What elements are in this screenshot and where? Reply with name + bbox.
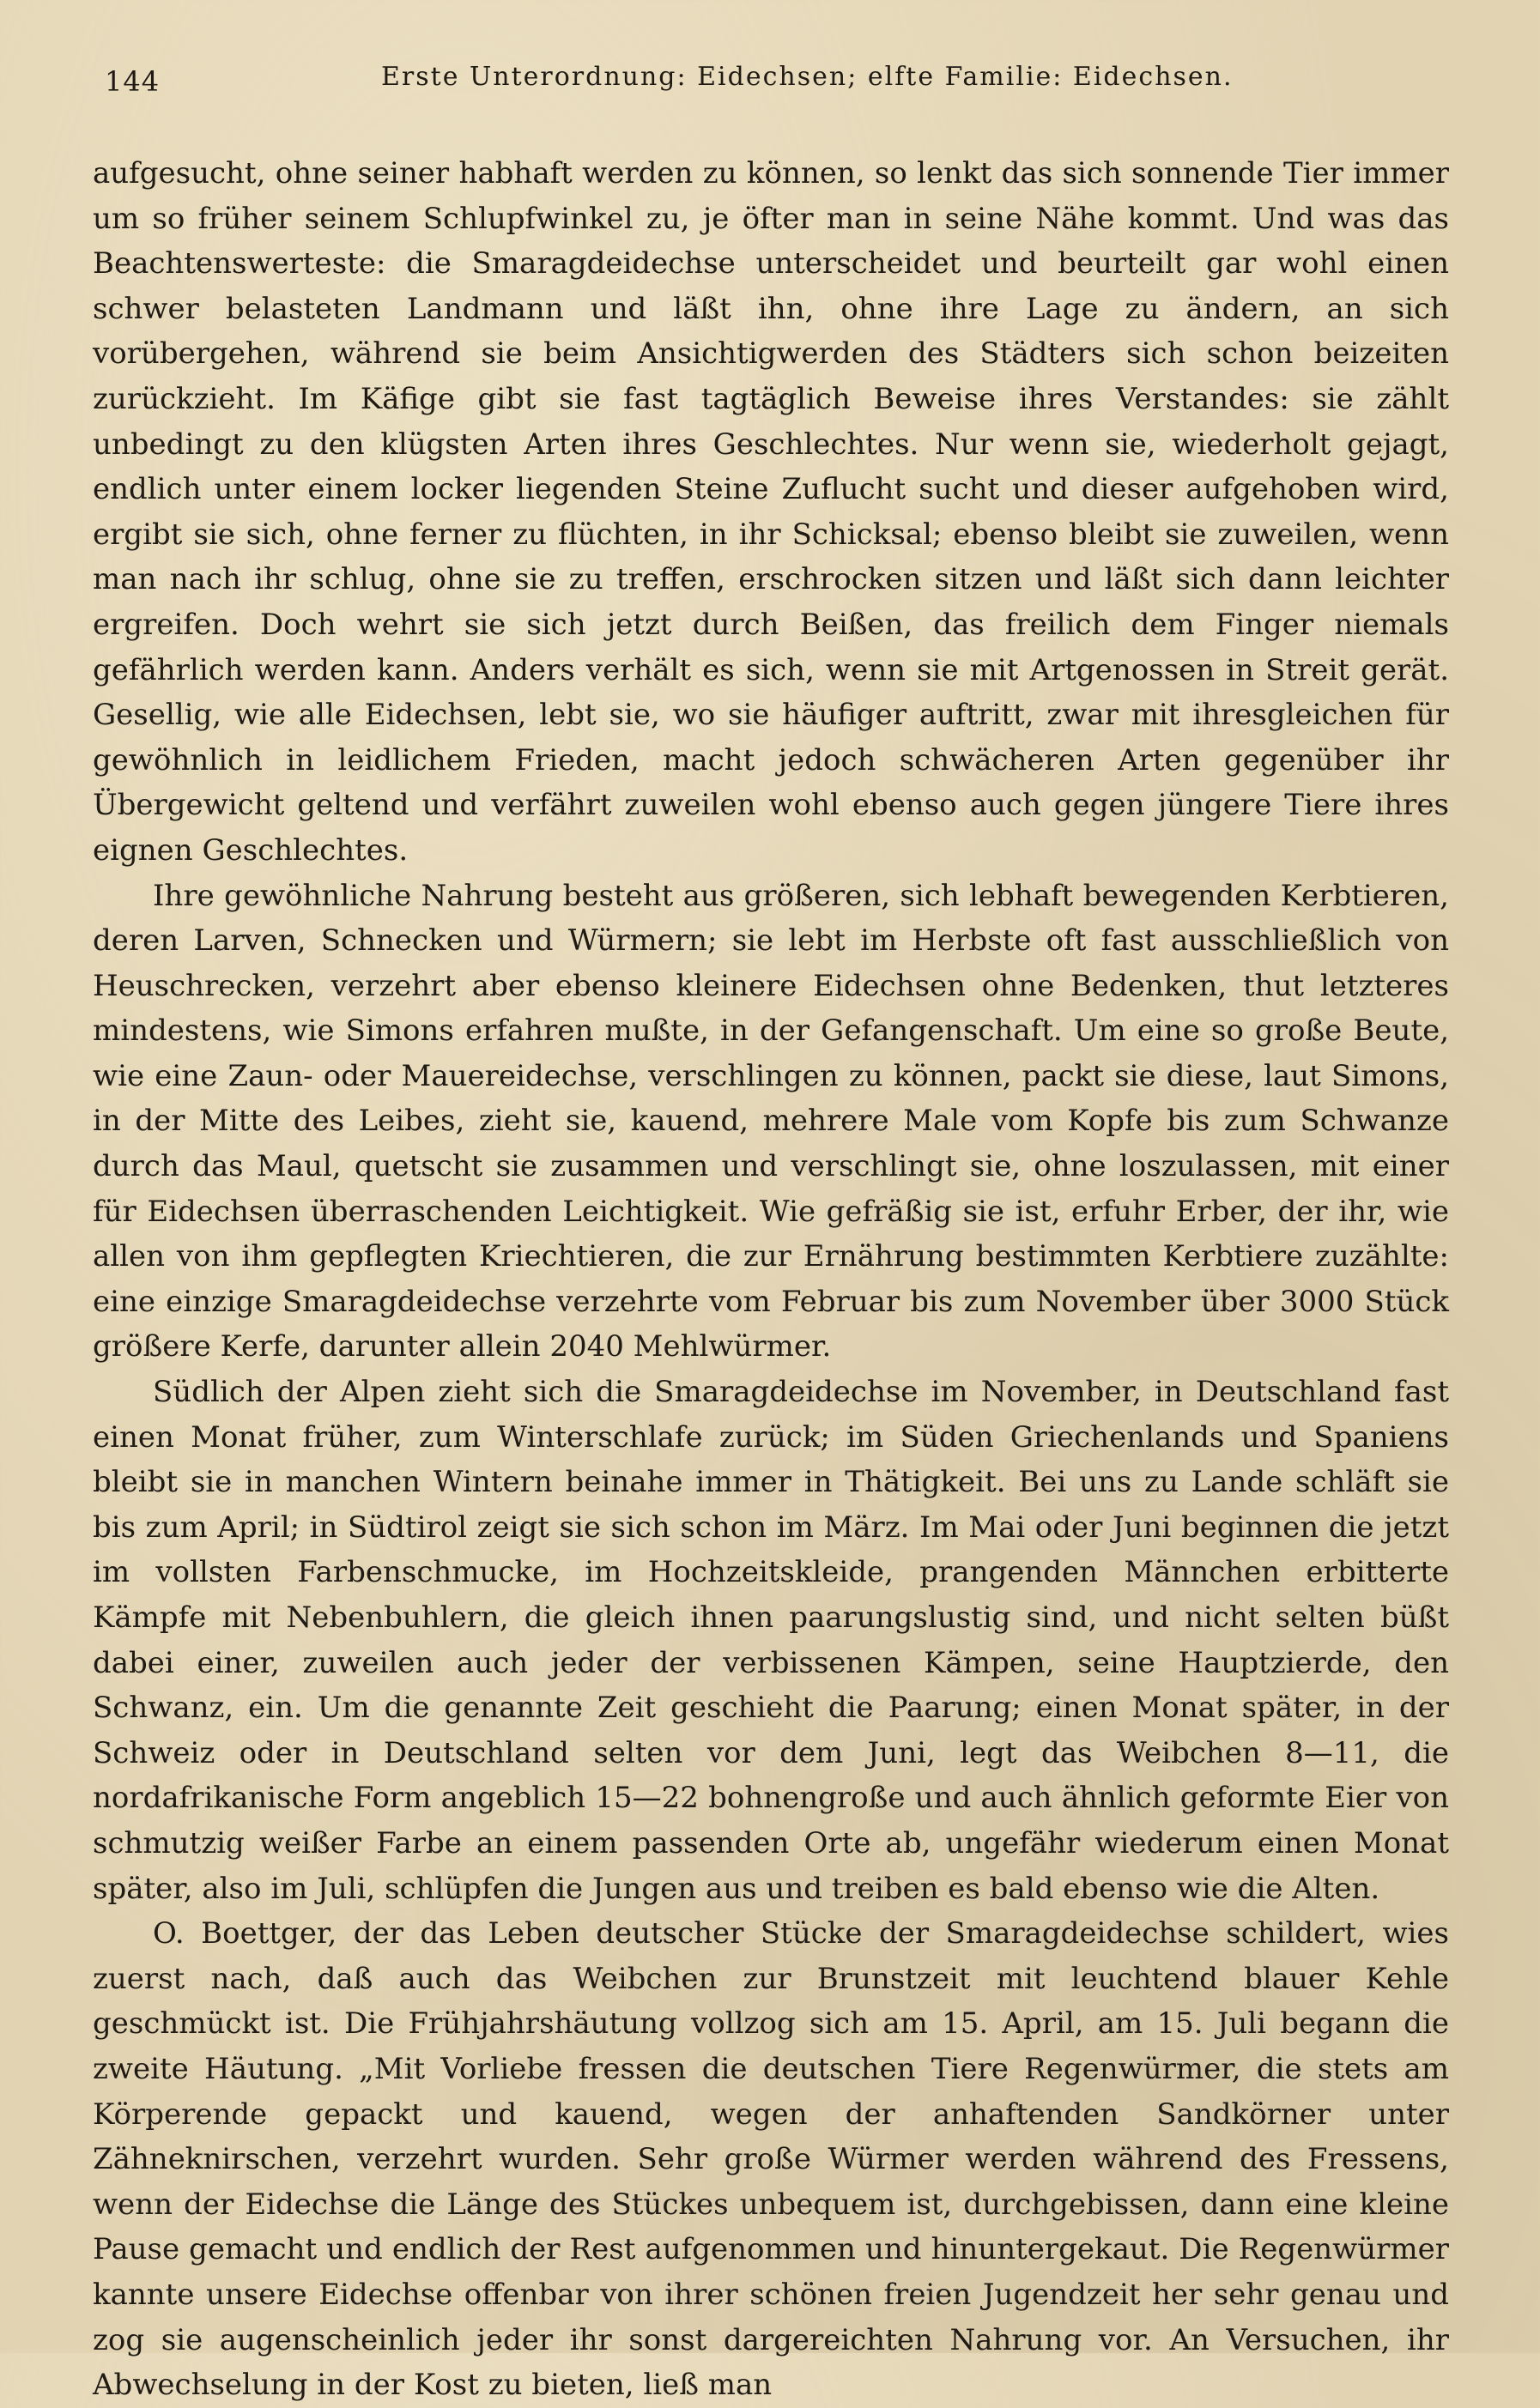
paragraph-2: Ihre gewöhnliche Nahrung besteht aus größeren, sich lebhaft bewegenden Kerbtieren, deren Larven, Schnecken und Würmern; sie lebt im Herbste oft fast ausschließlich von Heuschrecken, verzehrt aber ebenso kleinere Eidechsen ohne Bedenken, thut letzteres mindestens, wie Simons erfahren mußte, in der Gefangenschaft. Um eine so große Beute, wie eine Zaun- oder Mauereidechse, verschlingen zu können, packt sie diese, laut Simons, in der Mitte des Leibes, zieht sie, kauend, mehrere Male vom Kopfe bis zum Schwanze durch das Maul, quetscht sie zusammen und verschlingt sie, ohne loszulassen, mit einer für Eidechsen überraschenden Leichtigkeit. Wie gefräßig sie ist, erfuhr Erber, der ihr, wie allen von ihm gepflegten Kriechtieren, die zur Ernährung bestimmten Kerbtiere zuzählte: eine einzige Smaragdeidechse verzehrte vom Februar bis zum November über 3000 Stück größere Kerfe, darunter allein 2040 Mehlwürmer. <box>93 878 1449 1364</box>
running-head: Erste Unterordnung: Eidechsen; elfte Familie: Eidechsen. <box>381 62 1234 92</box>
body-text <box>93 151 1449 2408</box>
page-header <box>93 53 1449 98</box>
paragraph-3: Südlich der Alpen zieht sich die Smaragdeidechse im November, in Deutschland fast einen Monat früher, zum Winterschlafe zurück; im Süden Griechenlands und Spaniens bleibt sie in manchen Wintern beinahe immer in Thätigkeit. Bei uns zu Lande schläft sie bis zum April; in Südtirol zeigt sie sich schon im März. Im Mai oder Juni beginnen die jetzt im vollsten Farbenschmucke, im Hochzeitskleide, prangenden Männchen erbitterte Kämpfe mit Nebenbuhlern, die gleich ihnen paarungslustig sind, und nicht selten büßt dabei einer, zuweilen auch jeder der verbissenen Kämpen, seine Hauptzierde, den Schwanz, ein. Um die genannte Zeit geschieht die Paarung; einen Monat später, in der Schweiz oder in Deutschland selten vor dem Juni, legt das Weibchen 8—11, die nordafrikanische Form angeblich 15—22 bohnengroße und auch ähnlich geformte Eier von schmutzig weißer Farbe an einem passenden Orte ab, ungefähr wiederum einen Monat später, also im Juli, schlüpfen die Jungen aus und treiben es bald ebenso wie die Alten. <box>93 1375 1449 1906</box>
paragraph-1: aufgesucht, ohne seiner habhaft werden zu können, so lenkt das sich sonnende Tier immer um so früher seinem Schlupfwinkel zu, je öfter man in seine Nähe kommt. Und was das Beachtenswerteste: die Smaragdeidechse unterscheidet und beurteilt gar wohl einen schwer belasteten Landmann und läßt ihn, ohne ihre Lage zu ändern, an sich vorübergehen, während sie beim Ansichtigwerden des Städters sich schon beizeiten zurückzieht. Im Käfige gibt sie fast tagtäglich Beweise ihres Verstandes: sie zählt unbedingt zu den klügsten Arten ihres Geschlechtes. Nur wenn sie, wiederholt gejagt, endlich unter einem locker liegenden Steine Zuflucht sucht und dieser aufgehoben wird, ergibt sie sich, ohne ferner zu flüchten, in ihr Schicksal; ebenso bleibt sie zuweilen, wenn man nach ihr schlug, ohne sie zu treffen, erschrocken sitzen und läßt sich dann leichter ergreifen. Doch wehrt sie sich jetzt durch Beißen, das freilich dem Finger niemals gefährlich werden kann. Anders verhält es sich, wenn sie mit Artgenossen in Streit gerät. Gesellig, wie alle Eidechsen, lebt sie, wo sie häufiger auftritt, zwar mit ihresgleichen für gewöhnlich in leidlichem Frieden, macht jedoch schwächeren Arten gegenüber ihr Übergewicht geltend und verfährt zuweilen wohl ebenso auch gegen jüngere Tiere ihres eignen Geschlechtes. <box>93 156 1449 868</box>
page-number: 144 <box>105 65 161 98</box>
paragraph-4: O. Boettger, der das Leben deutscher Stücke der Smaragdeidechse schildert, wies zuerst nach, daß auch das Weibchen zur Brunstzeit mit leuchtend blauer Kehle geschmückt ist. Die Frühjahrshäutung vollzog sich am 15. April, am 15. Juli begann die zweite Häutung. „Mit Vorliebe fressen die deutschen Tiere Regenwürmer, die stets am Körperende gepackt und kauend, wegen der anhaftenden Sandkörner unter Zähneknirschen, verzehrt wurden. Sehr große Würmer werden während des Fressens, wenn der Eidechse die Länge des Stückes unbequem ist, durchgebissen, dann eine kleine Pause gemacht und endlich der Rest aufgenommen und hinuntergekaut. Die Regenwürmer kannte unsere Eidechse offenbar von ihrer schönen freien Jugendzeit her sehr genau und zog sie augenscheinlich jeder ihr sonst dargereichten Nahrung vor. An Versuchen, ihr Abwechselung in der Kost zu bieten, ließ man <box>93 1916 1449 2403</box>
